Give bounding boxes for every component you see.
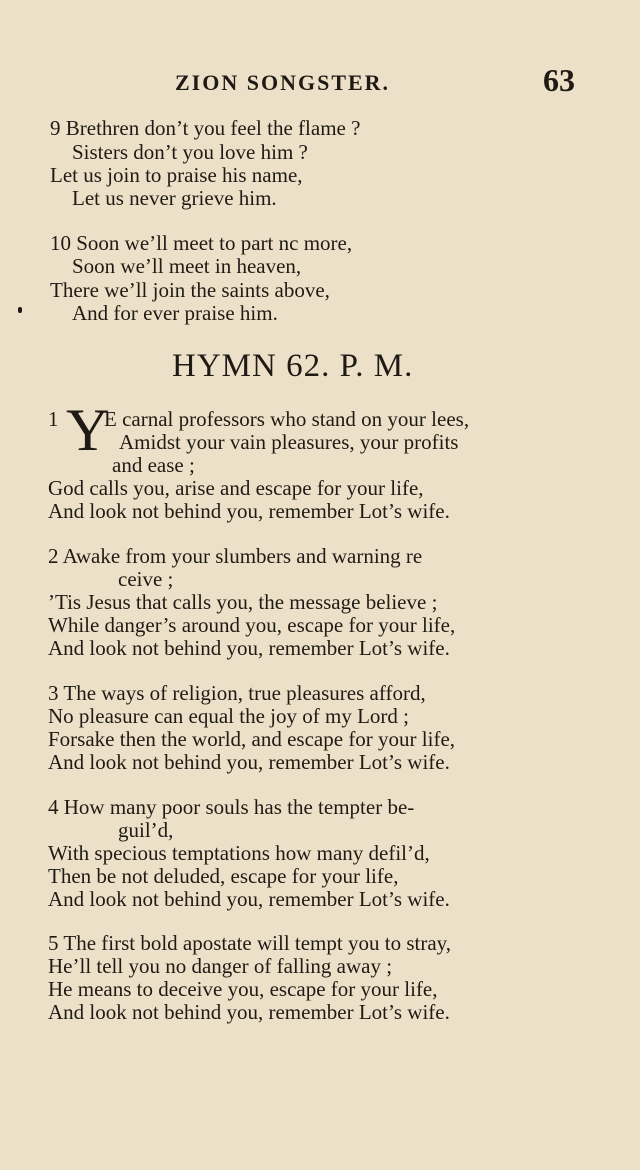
drop-cap: Y [66,397,110,463]
verse-line: Let us join to praise his name, [50,163,303,187]
verse-line: 9 Brethren don’t you feel the flame ? [50,116,361,140]
verse-line: ceive ; [118,567,174,591]
verse-line: And look not behind you, remember Lot’s wife. [48,1000,450,1024]
verse-line: and ease ; [112,453,195,477]
verse-line: 10 Soon we’ll meet to part nc more, [50,231,353,255]
verse-line: And look not behind you, remember Lot’s wife. [48,636,450,660]
verse-line: Forsake then the world, and escape for your life, [48,727,456,751]
verse-line: ’Tis Jesus that calls you, the message believe ; [48,590,438,614]
running-title: ZION SONGSTER. [175,70,391,95]
verse-line: Sisters don’t you love him ? [72,140,308,164]
verse-line: And look not behind you, remember Lot’s wife. [48,887,450,911]
verse-line: No pleasure can equal the joy of my Lord ; [48,704,409,728]
verse-line: Soon we’ll meet in heaven, [72,254,302,278]
verse-line: 3 The ways of religion, true pleasures afford, [48,681,426,705]
verse-line: He’ll tell you no danger of falling away ; [48,954,393,978]
verse-line: Amidst your vain pleasures, your profits [119,430,459,454]
verse-number: 1 [48,407,59,431]
verse-line: 5 The first bold apostate will tempt you to stray, [48,931,452,955]
verse-line: Then be not deluded, escape for your life, [48,864,399,888]
verse-line: With specious temptations how many defil’d, [48,841,430,865]
verse-line: Let us never grieve him. [72,186,277,210]
page-number: 63 [543,62,575,98]
hymn-title: HYMN 62. P. M. [172,348,414,384]
running-header [0,62,640,102]
verse-line: guil’d, [118,818,174,842]
verse-line: While danger’s around you, escape for your life, [48,613,456,637]
verse-line: There we’ll join the saints above, [50,278,330,302]
verse-line: And for ever praise him. [72,301,278,325]
verse-line: And look not behind you, remember Lot’s wife. [48,499,450,523]
margin-mark [18,307,22,313]
verse-line: And look not behind you, remember Lot’s wife. [48,750,450,774]
verse-line: 4 How many poor souls has the tempter be- [48,795,415,819]
verse-line: He means to deceive you, escape for your life, [48,977,438,1001]
verse-line: E carnal professors who stand on your lees, [104,407,470,431]
verse-line: God calls you, arise and escape for your life, [48,476,424,500]
verse-line: 2 Awake from your slumbers and warning re [48,544,423,568]
